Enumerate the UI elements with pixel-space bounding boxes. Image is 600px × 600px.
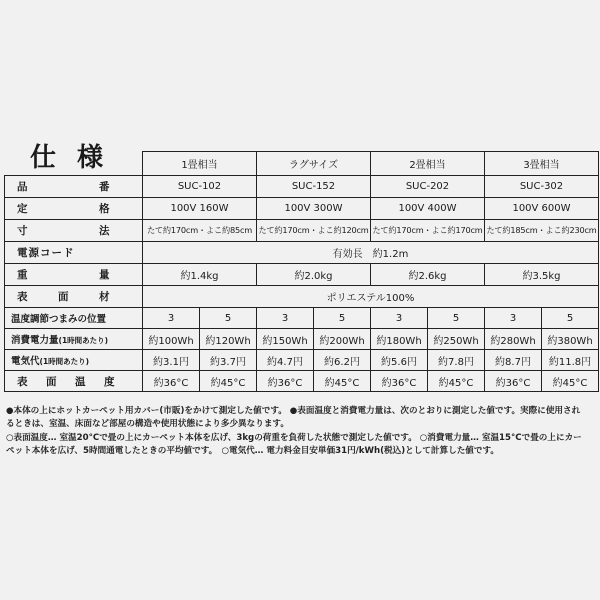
table-row xyxy=(5,220,599,242)
row-label-sub: (1時間あたり) xyxy=(39,357,90,366)
note-line: ○表面温度… 室温20°Cで畳の上にカーペット本体を広げ、3kgの荷重を負荷した状態で測定した値です。 ○消費電力量… 室温15°Cで畳の上にカー xyxy=(6,432,582,443)
note-line: ●本体の上にホットカーペット用カバー(市販)をかけて測定した値です。 ●表面温度と消費電力量は、次のとおりに測定した値です。実際に使用され xyxy=(6,406,581,416)
table-cell: 100V 300W xyxy=(257,198,371,220)
table-cell: たて約185cm・よこ約230cm xyxy=(485,220,599,242)
table-cell: たて約170cm・よこ約120cm xyxy=(257,220,371,242)
row-label: 表 面 温 度 xyxy=(5,371,143,392)
row-label xyxy=(5,350,143,371)
table-cell: 約120Wh xyxy=(200,329,257,350)
table-cell: ポリエステル100% xyxy=(143,286,599,308)
table-cell: 約200Wh xyxy=(314,329,371,350)
table-cell: SUC-102 xyxy=(143,176,257,198)
dial-position: 3 xyxy=(257,308,314,329)
row-label-main: 電気代 xyxy=(11,356,40,367)
table-cell: 約36°C xyxy=(371,371,428,392)
page-title: 仕 様 xyxy=(30,143,110,173)
row-label: 表 面 材 xyxy=(5,286,143,308)
dial-position-row xyxy=(5,308,599,329)
table-row xyxy=(5,242,599,264)
table-cell: 約6.2円 xyxy=(314,350,371,371)
table-cell: 約380Wh xyxy=(542,329,599,350)
table-row xyxy=(5,198,599,220)
table-cell: 約2.6kg xyxy=(371,264,485,286)
table-cell: 約11.8円 xyxy=(542,350,599,371)
table-cell: 約45°C xyxy=(314,371,371,392)
table-cell: 約8.7円 xyxy=(485,350,542,371)
table-row xyxy=(5,329,599,350)
note-line: るときは、室温、床面など部屋の構造や使用状態により多少異なります。 xyxy=(6,419,289,430)
table-cell: たて約170cm・よこ約85cm xyxy=(143,220,257,242)
dial-position: 3 xyxy=(485,308,542,329)
row-label: 品 番 xyxy=(5,176,143,198)
table-cell: SUC-302 xyxy=(485,176,599,198)
table-cell: 約280Wh xyxy=(485,329,542,350)
table-row xyxy=(5,371,599,392)
table-cell: 100V 600W xyxy=(485,198,599,220)
row-label-sub: (1時間あたり) xyxy=(58,336,109,345)
table-row xyxy=(5,350,599,371)
table-cell: 100V 400W xyxy=(371,198,485,220)
row-label: 電源コード xyxy=(5,242,143,264)
row-label: 寸 法 xyxy=(5,220,143,242)
table-cell: 約5.6円 xyxy=(371,350,428,371)
row-label xyxy=(5,329,143,350)
notes xyxy=(6,405,594,459)
table-cell: 約180Wh xyxy=(371,329,428,350)
table-cell: 100V 160W xyxy=(143,198,257,220)
dial-position: 3 xyxy=(371,308,428,329)
table-cell: 約36°C xyxy=(257,371,314,392)
dial-table xyxy=(4,307,599,392)
table-cell: 約3.1円 xyxy=(143,350,200,371)
table-row xyxy=(5,264,599,286)
header-spacer xyxy=(5,152,143,176)
row-label: 重 量 xyxy=(5,264,143,286)
table-cell: たて約170cm・よこ約170cm xyxy=(371,220,485,242)
column-header: 3畳相当 xyxy=(485,152,599,176)
row-label: 定 格 xyxy=(5,198,143,220)
column-header: ラグサイズ xyxy=(257,152,371,176)
dial-position: 5 xyxy=(314,308,371,329)
table-cell: 約150Wh xyxy=(257,329,314,350)
dial-position: 5 xyxy=(200,308,257,329)
row-label-main: 消費電力量 xyxy=(11,335,59,346)
table-cell: 約250Wh xyxy=(428,329,485,350)
table-row xyxy=(5,176,599,198)
table-cell: 約7.8円 xyxy=(428,350,485,371)
table-cell: 約3.7円 xyxy=(200,350,257,371)
spec-header-row xyxy=(5,152,599,176)
note-line: ペット本体を広げ、5時間通電したときの平均値です。 ○電気代… 電力料金目安単価31円/kWh(税込)として計算した値です。 xyxy=(6,446,499,457)
table-cell: 約2.0kg xyxy=(257,264,371,286)
dial-position: 5 xyxy=(428,308,485,329)
table-cell: 約45°C xyxy=(428,371,485,392)
column-header: 1畳相当 xyxy=(143,152,257,176)
table-cell: 約4.7円 xyxy=(257,350,314,371)
table-cell: 約1.4kg xyxy=(143,264,257,286)
table-row xyxy=(5,286,599,308)
dial-position: 5 xyxy=(542,308,599,329)
table-cell: 約36°C xyxy=(485,371,542,392)
table-cell: 約3.5kg xyxy=(485,264,599,286)
dial-position: 3 xyxy=(143,308,200,329)
spec-table xyxy=(4,151,599,308)
table-cell: 約45°C xyxy=(542,371,599,392)
table-cell: 有効長 約1.2m xyxy=(143,242,599,264)
table-cell: 約45°C xyxy=(200,371,257,392)
table-cell: 約100Wh xyxy=(143,329,200,350)
row-label: 温度調節つまみの位置 xyxy=(5,308,143,329)
table-cell: 約36°C xyxy=(143,371,200,392)
table-cell: SUC-152 xyxy=(257,176,371,198)
table-cell: SUC-202 xyxy=(371,176,485,198)
column-header: 2畳相当 xyxy=(371,152,485,176)
